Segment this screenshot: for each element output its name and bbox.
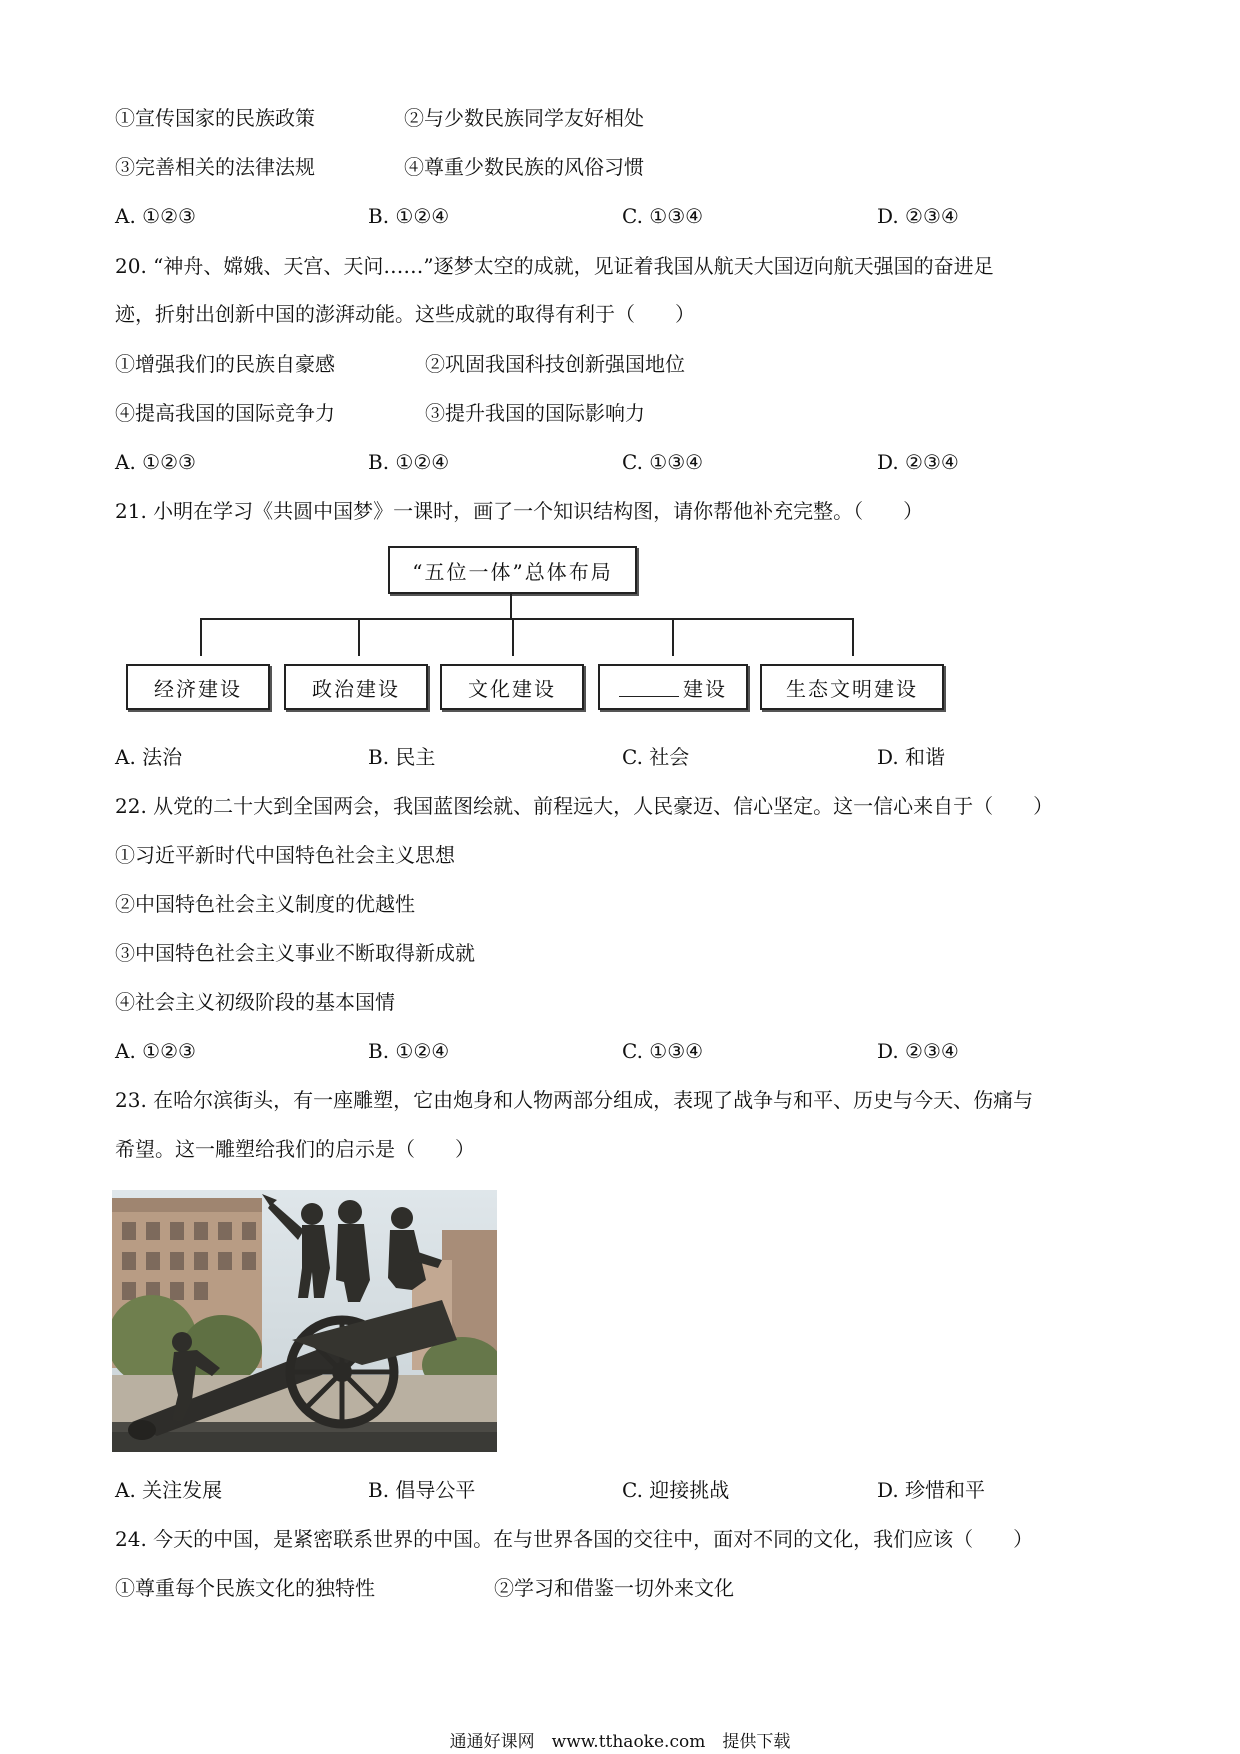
diagram-item-culture: 文化建设	[440, 664, 584, 710]
q23-option-d: D. 珍惜和平	[877, 1478, 986, 1502]
diagram-connector	[672, 618, 674, 656]
diagram-top-box: “五位一体”总体布局	[388, 546, 637, 594]
q22-option-b: B. ①②④	[368, 1039, 450, 1063]
q22-statement-3: ③中国特色社会主义事业不断取得新成就	[115, 941, 475, 965]
q22-statement-1: ①习近平新时代中国特色社会主义思想	[115, 843, 455, 867]
q21-option-a: A. 法治	[115, 745, 183, 769]
diagram-connector	[358, 618, 360, 656]
diagram-item-blank-label: 建设	[683, 676, 727, 701]
q19-option-b: B. ①②④	[368, 204, 450, 228]
q24-stem-line-1: 24. 今天的中国，是紧密联系世界的中国。在与世界各国的交往中，面对不同的文化，我们应该（ ）	[115, 1527, 1034, 1551]
q19-statement-3: ③完善相关的法律法规	[115, 155, 315, 179]
q22-statement-4: ④社会主义初级阶段的基本国情	[115, 990, 395, 1014]
q19-statement-1: ①宣传国家的民族政策	[115, 106, 315, 130]
q22-stem-line-1: 22. 从党的二十大到全国两会，我国蓝图绘就、前程远大，人民豪迈、信心坚定。这一信心来自于（ ）	[115, 794, 1054, 818]
q23-option-a: A. 关注发展	[115, 1478, 223, 1502]
q23-stem-line-2: 希望。这一雕塑给我们的启示是（ ）	[115, 1137, 475, 1161]
q21-option-d: D. 和谐	[877, 745, 946, 769]
q19-statement-4: ④尊重少数民族的风俗习惯	[404, 155, 644, 179]
q20-option-a: A. ①②③	[115, 450, 196, 474]
q20-option-c: C. ①③④	[622, 450, 704, 474]
q22-option-d: D. ②③④	[877, 1039, 959, 1063]
diagram-connector	[200, 618, 202, 656]
q21-option-b: B. 民主	[368, 745, 436, 769]
q20-statement-3: ④提高我国的国际竞争力	[115, 401, 335, 425]
q23-option-c: C. 迎接挑战	[622, 1478, 730, 1502]
q23-stem-line-1: 23. 在哈尔滨街头，有一座雕塑，它由炮身和人物两部分组成，表现了战争与和平、历史与今天、伤痛与	[115, 1088, 1034, 1112]
q19-option-c: C. ①③④	[622, 204, 704, 228]
q22-option-a: A. ①②③	[115, 1039, 196, 1063]
q22-statement-2: ②中国特色社会主义制度的优越性	[115, 892, 415, 916]
q19-option-a: A. ①②③	[115, 204, 196, 228]
q19-option-d: D. ②③④	[877, 204, 959, 228]
q22-option-c: C. ①③④	[622, 1039, 704, 1063]
q24-statement-2: ②学习和借鉴一切外来文化	[494, 1576, 734, 1600]
diagram-connector	[510, 594, 512, 618]
q21-option-c: C. 社会	[622, 745, 690, 769]
q23-option-b: B. 倡导公平	[368, 1478, 476, 1502]
q21-stem-line-1: 21. 小明在学习《共圆中国梦》一课时，画了一个知识结构图，请你帮他补充完整。（ ）	[115, 499, 924, 523]
q20-stem-line-1: 20. “神舟、嫦娥、天宫、天问……”逐梦太空的成就，见证着我国从航天大国迈向航天强国的奋进足	[115, 254, 994, 278]
diagram-item-politics: 政治建设	[284, 664, 428, 710]
q24-statement-1: ①尊重每个民族文化的独特性	[115, 1576, 375, 1600]
knowledge-structure-diagram	[120, 542, 950, 722]
q20-statement-1: ①增强我们的民族自豪感	[115, 352, 335, 376]
q20-option-b: B. ①②④	[368, 450, 450, 474]
q20-stem-line-2: 迹，折射出创新中国的澎湃动能。这些成就的取得有利于（ ）	[115, 302, 695, 326]
sculpture-photo	[112, 1190, 497, 1452]
q20-statement-4: ③提升我国的国际影响力	[425, 401, 645, 425]
diagram-connector	[852, 618, 854, 656]
page-footer: 通通好课网 www.tthaoke.com 提供下载	[449, 1732, 791, 1752]
diagram-blank-line	[619, 678, 679, 697]
diagram-item-ecology: 生态文明建设	[760, 664, 944, 710]
q20-option-d: D. ②③④	[877, 450, 959, 474]
diagram-item-blank	[598, 664, 748, 710]
diagram-item-economy: 经济建设	[126, 664, 270, 710]
q20-statement-2: ②巩固我国科技创新强国地位	[425, 352, 685, 376]
diagram-connector	[512, 618, 514, 656]
q19-statement-2: ②与少数民族同学友好相处	[404, 106, 644, 130]
diagram-branch-line	[200, 618, 852, 620]
